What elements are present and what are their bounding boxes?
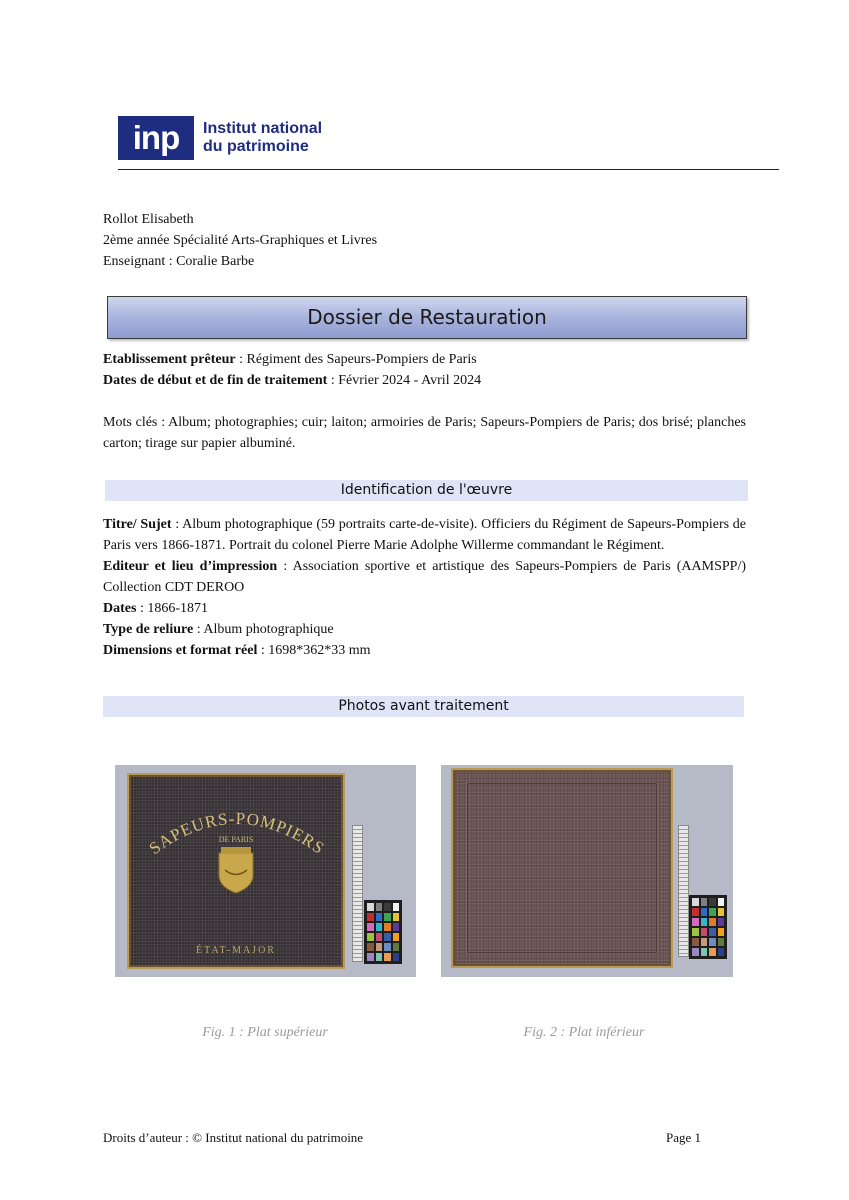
color-swatch xyxy=(367,903,374,911)
color-swatch xyxy=(376,923,383,931)
color-swatch xyxy=(393,943,400,951)
color-swatch xyxy=(384,953,391,961)
inp-logo-mark: inp xyxy=(118,116,194,160)
measuring-ruler-2 xyxy=(678,825,689,957)
lender-value: : Régiment des Sapeurs-Pompiers de Paris xyxy=(235,352,477,367)
lender-line xyxy=(103,349,746,370)
author-block xyxy=(103,209,377,272)
treatment-dates-line xyxy=(103,370,746,391)
color-swatch xyxy=(701,898,708,906)
color-swatch xyxy=(376,953,383,961)
logo-line-1: Institut national xyxy=(203,120,323,137)
color-swatch xyxy=(384,913,391,921)
album-upper-board xyxy=(127,773,345,969)
color-swatch xyxy=(393,913,400,921)
color-swatch xyxy=(692,918,699,926)
measuring-ruler xyxy=(352,825,363,962)
color-swatch xyxy=(701,918,708,926)
meta-block xyxy=(103,349,746,391)
color-swatch xyxy=(384,943,391,951)
footer-copyright: Droits d’auteur : © Institut national du patrimoine xyxy=(103,1130,364,1145)
color-swatch xyxy=(709,898,716,906)
color-swatch xyxy=(376,933,383,941)
publisher-value: : Association sportive et artistique des Sapeurs-Pompiers de Paris (AAMSPP/) Collection CDT DEROO xyxy=(103,559,746,595)
color-swatch xyxy=(367,923,374,931)
work-title-value: : Album photographique (59 portraits carte-de-visite). Officiers du Régiment de Sapeurs-Pompiers de Paris vers 1866-1871. Portrait du colonel Pierre Marie Adolphe Willerme commandant le Régiment. xyxy=(103,517,747,553)
color-swatch xyxy=(692,948,699,956)
album-lower-board xyxy=(451,768,673,968)
color-swatch xyxy=(384,903,391,911)
footer-page-number: Page 1 xyxy=(666,1130,702,1145)
color-swatch xyxy=(376,913,383,921)
coat-of-arms-icon xyxy=(219,847,253,893)
work-dates-line xyxy=(103,598,746,619)
cover-title-text: SAPEURS-POMPIERS xyxy=(145,808,329,859)
binding-value: : Album photographique xyxy=(193,622,334,637)
binding-label: Type de reliure xyxy=(103,622,194,637)
color-swatch xyxy=(718,908,725,916)
color-swatch xyxy=(701,908,708,916)
color-swatch xyxy=(376,943,383,951)
binding-line xyxy=(103,619,746,640)
color-swatch xyxy=(718,918,725,926)
color-swatch xyxy=(718,898,725,906)
author-teacher: Enseignant : Coralie Barbe xyxy=(103,254,255,269)
inp-logo-text xyxy=(203,120,322,156)
color-swatch xyxy=(718,938,725,946)
dimensions-line xyxy=(103,640,746,661)
color-swatch xyxy=(393,953,400,961)
work-title-label: Titre/ Sujet xyxy=(103,517,172,532)
color-swatch xyxy=(393,923,400,931)
photo-upper-cover xyxy=(115,765,416,977)
publisher-label: Editeur et lieu d’impression xyxy=(103,559,278,574)
logo-line-2: du patrimoine xyxy=(203,138,309,155)
work-dates-label: Dates xyxy=(103,601,137,616)
caption-fig-1: Fig. 1 : Plat supérieur xyxy=(202,1025,328,1040)
color-swatch xyxy=(367,943,374,951)
color-swatch xyxy=(692,908,699,916)
photo-lower-cover xyxy=(441,765,733,977)
color-swatch xyxy=(709,908,716,916)
color-swatch xyxy=(384,923,391,931)
color-swatch xyxy=(376,903,383,911)
board-inner-border xyxy=(467,783,657,953)
caption-fig-2: Fig. 2 : Plat inférieur xyxy=(523,1025,645,1040)
author-name: Rollot Elisabeth xyxy=(103,212,194,227)
color-swatch xyxy=(692,938,699,946)
lender-label: Etablissement prêteur xyxy=(103,352,236,367)
identification-heading: Identification de l'œuvre xyxy=(105,480,748,501)
cover-decoration xyxy=(129,775,343,967)
color-swatch xyxy=(692,898,699,906)
color-swatch xyxy=(367,933,374,941)
publisher-line xyxy=(103,556,746,598)
dimensions-label: Dimensions et format réel xyxy=(103,643,258,658)
color-checker-card-2 xyxy=(689,895,727,959)
color-swatch xyxy=(692,928,699,936)
header-divider xyxy=(118,169,779,170)
treatment-dates-value: : Février 2024 - Avril 2024 xyxy=(327,373,482,388)
cover-bottom-text: ÉTAT-MAJOR xyxy=(196,945,276,956)
dimensions-value: : 1698*362*33 mm xyxy=(257,643,371,658)
color-swatch xyxy=(384,933,391,941)
color-swatch xyxy=(701,948,708,956)
cover-subtitle-text: DE PARIS xyxy=(218,835,254,844)
photos-heading: Photos avant traitement xyxy=(103,696,744,717)
work-title-line xyxy=(103,514,746,556)
keywords: Mots clés : Album; photographies; cuir; laiton; armoiries de Paris; Sapeurs-Pompiers de Paris; dos brisé; planches carton; tirage sur papier albuminé. xyxy=(103,415,746,451)
color-swatch xyxy=(367,953,374,961)
identification-block xyxy=(103,514,746,661)
color-swatch xyxy=(393,903,400,911)
color-swatch xyxy=(718,948,725,956)
color-swatch xyxy=(718,928,725,936)
color-checker-card xyxy=(364,900,402,964)
color-swatch xyxy=(393,933,400,941)
treatment-dates-label: Dates de début et de fin de traitement xyxy=(103,373,328,388)
color-swatch xyxy=(701,928,708,936)
color-swatch xyxy=(709,948,716,956)
color-swatch xyxy=(367,913,374,921)
author-program: 2ème année Spécialité Arts-Graphiques et Livres xyxy=(103,233,378,248)
color-swatch xyxy=(709,928,716,936)
work-dates-value: : 1866-1871 xyxy=(136,601,208,616)
color-swatch xyxy=(709,918,716,926)
color-swatch xyxy=(709,938,716,946)
color-swatch xyxy=(701,938,708,946)
document-title: Dossier de Restauration xyxy=(107,296,747,339)
